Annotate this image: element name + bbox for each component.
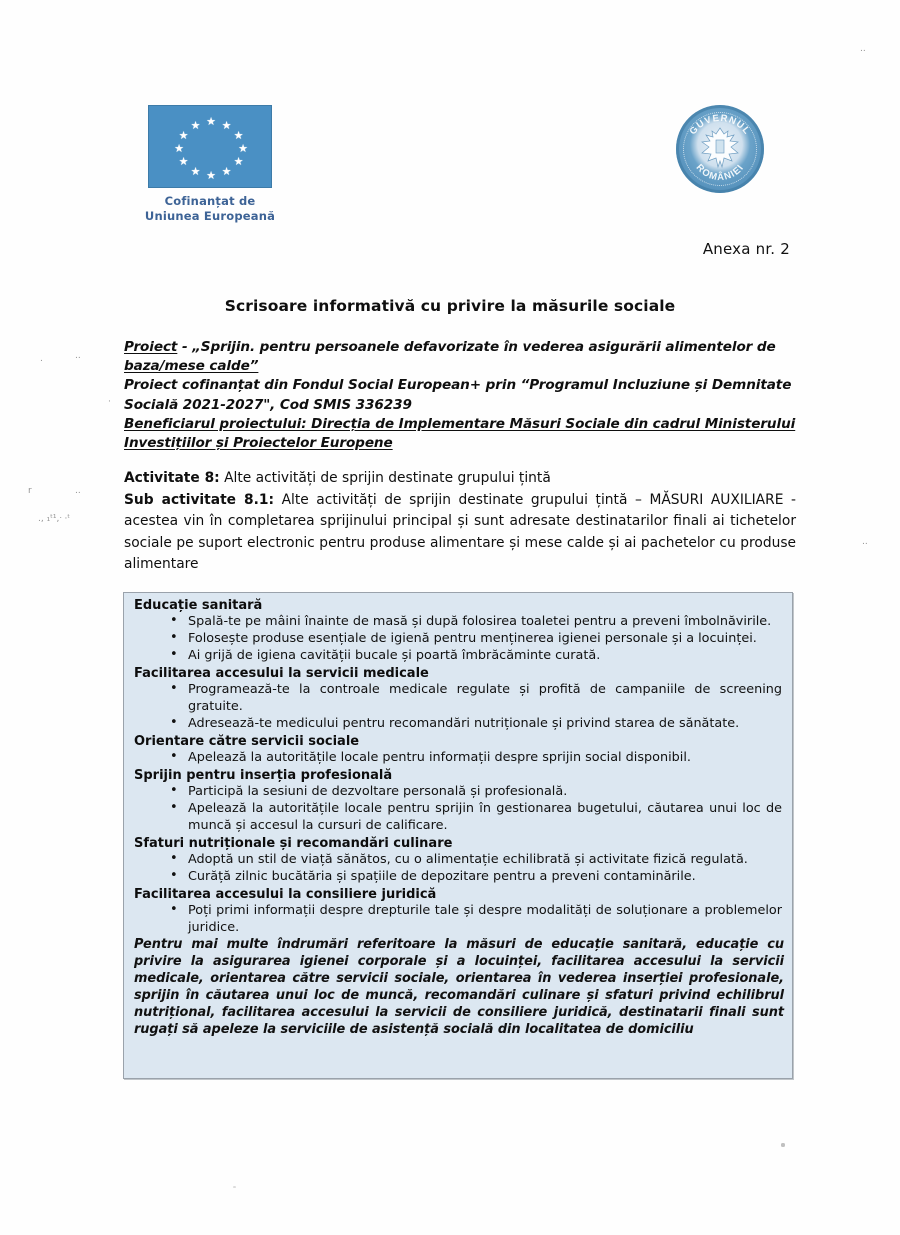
- scan-artifact: r: [28, 486, 32, 496]
- scan-artifact: ., ₁ᵗ¹,ᐧ ·ᵗ: [38, 514, 70, 524]
- list-item: • Spală-te pe mâini înainte de masă și după folosirea toaletei pentru a preveni îmbolnăvirile.: [134, 614, 784, 631]
- page-title: Scrisoare informativă cu privire la măsurile sociale: [224, 297, 676, 315]
- measure-heading: Sfaturi nutriționale și recomandări culinare: [134, 835, 453, 851]
- list-item: • Curăță zilnic bucătăria și spațiile de depozitare pentru a preveni contaminările.: [134, 869, 784, 886]
- measure-list: [134, 903, 784, 936]
- scan-artifact: ..: [75, 351, 81, 361]
- activity-text: Alte activități de sprijin destinate grupului țintă: [224, 470, 551, 486]
- measure-section: [134, 665, 784, 732]
- annex-label: Anexa nr. 2: [702, 240, 790, 258]
- measure-heading: Facilitarea accesului la servicii medicale: [134, 666, 429, 682]
- eu-flag-icon: ★ ★ ★ ★ ★ ★ ★ ★ ★ ★ ★ ★: [148, 105, 272, 188]
- measure-heading: Orientare către servicii sociale: [134, 734, 360, 750]
- scan-artifact: ..: [860, 44, 866, 54]
- seal-lettering: [676, 105, 764, 193]
- measure-heading: Educație sanitară: [134, 598, 263, 613]
- activity-section: [124, 468, 796, 576]
- document-header: [0, 105, 900, 230]
- list-item: • Adoptă un stil de viață sănătos, cu o alimentație echilibrată și activitate fizică regulată.: [134, 852, 784, 869]
- list-item: • Apelează la autoritățile locale pentru informații despre sprijin social disponibil.: [134, 750, 784, 767]
- seal-text-top: GUVERNUL: [687, 112, 753, 138]
- eagle-icon: [698, 124, 742, 174]
- measure-heading: Facilitarea accesului la consiliere juridică: [134, 887, 437, 903]
- measure-list: [134, 852, 784, 886]
- activity-label: Activitate 8:: [124, 470, 220, 486]
- measure-list: [134, 784, 784, 834]
- scan-artifact: .: [40, 354, 43, 364]
- measures-box: [123, 592, 793, 1079]
- measure-section: [134, 733, 784, 767]
- list-item: • Programează-te la controale medicale regulate și profită de campaniile de screening gratuite.: [134, 682, 784, 715]
- project-cofinance-line-2: Socială 2021-2027", Cod SMIS 336239: [124, 396, 412, 413]
- list-item: • Adresează-te medicului pentru recomandări nutriționale și privind starea de sănătate.: [134, 716, 784, 733]
- measure-list: [134, 614, 784, 665]
- eu-logo-caption: [140, 194, 280, 224]
- project-cofinance-line-1: Proiect cofinanțat din Fondul Social European+ prin “Programul Incluziune și Demnitate: [124, 377, 792, 394]
- subactivity-line: [124, 490, 796, 576]
- measure-list: [134, 750, 784, 767]
- list-item: • Poți primi informații despre drepturile tale și despre modalități de soluționare a problemelor juridice.: [134, 903, 784, 936]
- measure-list: [134, 682, 784, 732]
- list-item: • Folosește produse esențiale de igienă pentru menținerea igienei personale și a locuinței.: [134, 631, 784, 648]
- eu-caption-line-2: Uniunea Europeană: [144, 209, 276, 223]
- government-seal-icon: [676, 105, 764, 193]
- measure-section: [134, 597, 784, 665]
- activity-line: [124, 468, 796, 490]
- subactivity-label: Sub activitate 8.1:: [124, 491, 274, 508]
- list-item: • Ai grijă de igiena cavității bucale și poartă îmbrăcăminte curată.: [134, 648, 784, 665]
- scan-artifact: [781, 1143, 785, 1147]
- project-title-line-2: baza/mese calde”: [124, 358, 259, 375]
- project-title-line-1: - „Sprijin. pentru persoanele defavorizate în vederea asigurării alimentelor de: [177, 339, 776, 355]
- scan-artifact: ·: [108, 397, 111, 407]
- project-metadata: [124, 338, 796, 453]
- measure-section: [134, 886, 784, 936]
- eu-logo: [140, 105, 280, 224]
- eu-caption-line-1: Cofinanțat de: [164, 194, 256, 208]
- measure-section: [134, 767, 784, 834]
- scan-artifact: ..: [75, 486, 81, 496]
- measure-section: [134, 835, 784, 886]
- project-beneficiary-line-2: Investițiilor și Proiectelor Europene: [124, 435, 393, 452]
- list-item: • Participă la sesiuni de dezvoltare personală și profesională.: [134, 784, 784, 801]
- scan-artifact: [233, 1186, 236, 1188]
- project-label: Proiect: [124, 339, 178, 355]
- subactivity-text: Alte activități de sprijin destinate grupului țintă – MĂSURI AUXILIARE - acestea vin în completarea sprijinului principal și sunt adresate destinatarilor finali ai tichetelor sociale pe suport electronic pentru produse alimentare și mese calde și ai pachetelor cu produse alimentare: [124, 491, 796, 572]
- list-item: • Apelează la autoritățile locale pentru sprijin în gestionarea bugetului, căutarea unui loc de muncă și accesul la cursuri de calificare.: [134, 801, 784, 834]
- seal-text-bottom: ROMÂNIEI: [693, 162, 747, 184]
- scan-artifact: ..: [862, 537, 868, 547]
- government-seal: [660, 105, 780, 193]
- measures-footer-note: Pentru mai multe îndrumări referitoare la măsuri de educație sanitară, educație cu privire la asigurarea igienei corporale și a locuinței, facilitarea accesului la servicii medicale, orientarea către servicii sociale, orientarea în vederea inserției profesionale, sprijin în căutarea unui loc de muncă, recomandări culinare și sfaturi privind echilibrul nutrițional, facilitarea accesului la servicii de consiliere juridică, destinatarii finali sunt rugați să apeleze la serviciile de asistență socială din localitatea de domiciliu: [134, 937, 784, 1037]
- measure-heading: Sprijin pentru inserția profesională: [134, 768, 393, 784]
- project-beneficiary-line-1: Beneficiarul proiectului: Direcția de Implementare Măsuri Sociale din cadrul Ministerului: [124, 415, 796, 432]
